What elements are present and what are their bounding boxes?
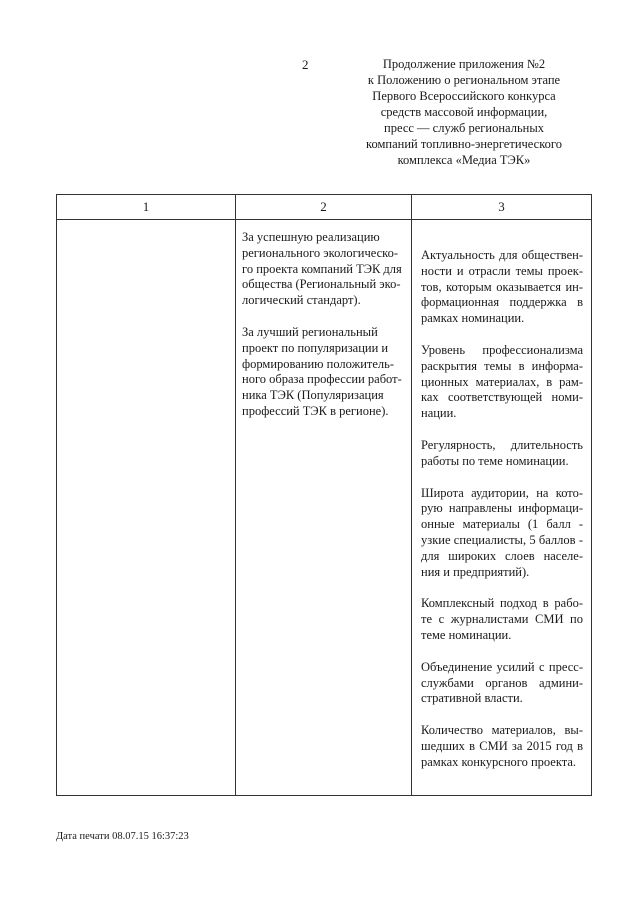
table-row [57, 220, 592, 796]
criterion-text: Актуальность для обществен-ности и отрасли темы проек-тов, которым оказывается ин-формационная поддержка в рамках номинации. [421, 248, 583, 326]
column-header-2: 2 [236, 195, 412, 220]
column-header-1: 1 [57, 195, 236, 220]
criteria-table [56, 194, 592, 796]
page-number: 2 [302, 57, 309, 72]
cell-col3 [412, 220, 592, 796]
criterion-text: Комплексный подход в рабо-те с журналистами СМИ по теме номинации. [421, 596, 583, 642]
column-header-3: 3 [412, 195, 592, 220]
nomination-text: За лучший региональный проект по популяризации и формированию положитель-ного образа профессии работ-ника ТЭК (Популяризация профессий ТЭК в регионе). [242, 324, 402, 418]
header-line: комплекса «Медиа ТЭК» [397, 153, 531, 167]
header-line: компаний топливно-энергетического [366, 137, 562, 151]
print-date: Дата печати 08.07.15 16:37:23 [56, 831, 189, 842]
criterion-text: Регулярность, длительность работы по теме номинации. [421, 437, 583, 468]
header-line: Продолжение приложения №2 [382, 57, 546, 71]
table-header-row [57, 195, 592, 220]
nomination-text: За успешную реализацию регионального экологическо-го проекта компаний ТЭК для общества (Региональный эко-логический стандарт). [242, 230, 402, 308]
criterion-text: Широта аудитории, на кото-рую направлены информаци-онные материалы (1 балл - узкие специалисты, 5 баллов - для широких слоев населе-ния и предприятий). [421, 485, 583, 579]
header-line: Первого Всероссийского конкурса [372, 89, 556, 103]
header-line: пресс — служб региональных [384, 121, 544, 135]
header-line: средств массовой информации, [380, 105, 548, 119]
criterion-text: Объединение усилий с пресс-службами органов админи-стративной власти. [421, 659, 583, 706]
cell-col2 [236, 220, 412, 796]
criterion-text: Количество материалов, вы-шедших в СМИ за 2015 год в рамках конкурсного проекта. [421, 723, 583, 769]
criterion-text: Уровень профессионализма раскрытия темы в информа-ционных материалах, в рам-ках соответствующей номи-нации. [421, 342, 583, 421]
appendix-header [352, 56, 576, 168]
header-line: к Положению о региональном этапе [367, 73, 561, 87]
cell-col1 [57, 220, 236, 796]
